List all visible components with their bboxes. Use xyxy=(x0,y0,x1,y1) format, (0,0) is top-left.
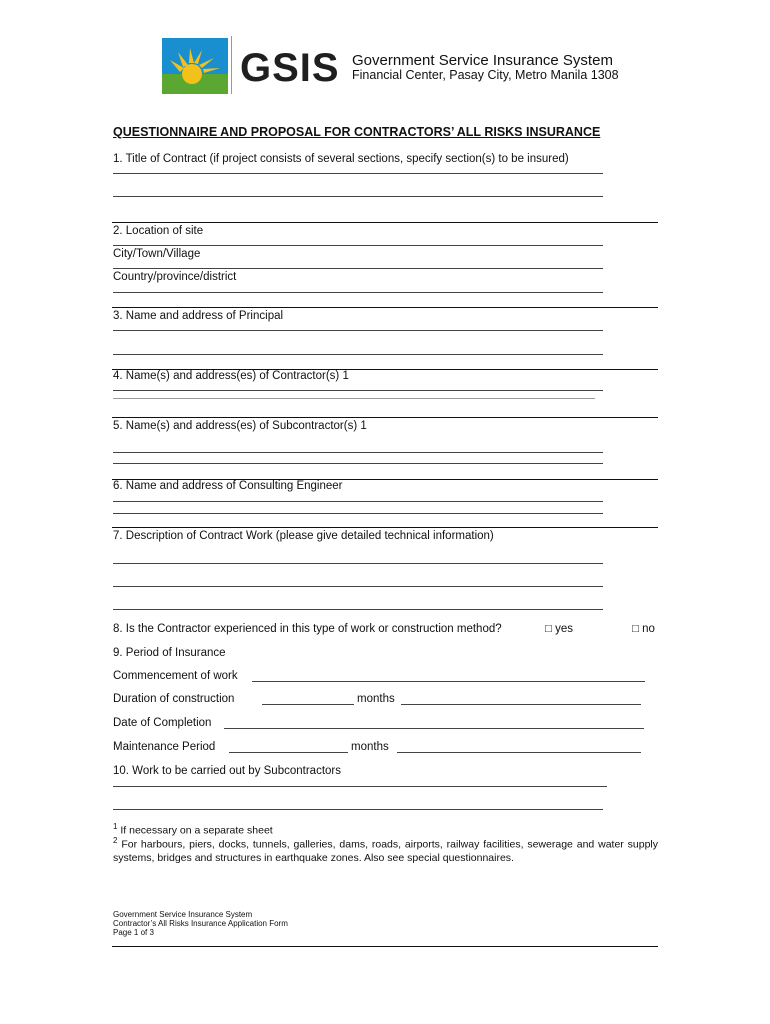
footer-page-number: Page 1 of 3 xyxy=(113,928,154,937)
question-7-label: 7. Description of Contract Work (please give detailed technical information) xyxy=(113,530,494,542)
footnote-1: $^1$ If necessary on a separate sheet xyxy=(113,822,273,837)
completion-label: Date of Completion xyxy=(113,717,212,729)
consulting-engineer-field[interactable] xyxy=(113,501,603,502)
org-name: Government Service Insurance System xyxy=(352,52,613,69)
duration-field[interactable] xyxy=(262,704,354,705)
question-9-label: 9. Period of Insurance xyxy=(113,647,226,659)
question-5-label: 5. Name(s) and address(es) of Subcontractor(s) 1 xyxy=(113,420,367,432)
form-title: QUESTIONNAIRE AND PROPOSAL FOR CONTRACTORS’ ALL RISKS INSURANCE xyxy=(113,125,601,139)
subcontractor-work-field[interactable] xyxy=(113,809,603,810)
question-1-field[interactable] xyxy=(113,196,603,197)
logo-divider xyxy=(231,36,232,94)
completion-field[interactable] xyxy=(224,728,644,729)
footer-divider xyxy=(112,946,658,947)
city-field[interactable] xyxy=(113,268,603,269)
section-divider xyxy=(112,527,658,528)
question-2-label: 2. Location of site xyxy=(113,225,204,237)
maintenance-months-field[interactable] xyxy=(397,752,641,753)
contract-work-field[interactable] xyxy=(113,609,603,610)
subcontractor-work-field[interactable] xyxy=(113,786,607,787)
section-divider xyxy=(112,307,658,308)
maintenance-field[interactable] xyxy=(229,752,348,753)
country-label: Country/province/district xyxy=(113,271,237,283)
question-10-label: 10. Work to be carried out by Subcontractors xyxy=(113,765,341,777)
maintenance-months-label: months xyxy=(351,741,389,753)
yes-checkbox[interactable]: □ yes xyxy=(545,623,574,635)
principal-field[interactable] xyxy=(113,354,603,355)
org-address: Financial Center, Pasay City, Metro Manila 1308 xyxy=(352,68,619,82)
question-6-label: 6. Name and address of Consulting Engineer xyxy=(113,480,343,492)
duration-months-label: months xyxy=(357,693,395,705)
logo-wordmark: GSIS xyxy=(240,46,340,90)
gsis-sun-logo-icon xyxy=(162,38,228,94)
country-field[interactable] xyxy=(113,292,603,293)
principal-field[interactable] xyxy=(113,330,603,331)
contract-work-field[interactable] xyxy=(113,563,603,564)
no-checkbox[interactable]: □ no xyxy=(632,623,655,635)
footer-form-name: Contractor’s All Risks Insurance Application Form xyxy=(113,919,288,928)
question-1-label: 1. Title of Contract (if project consists of several sections, specify section(s) to be insured) xyxy=(113,153,569,165)
section-divider xyxy=(112,417,658,418)
section-divider xyxy=(112,222,658,223)
question-4-label: 4. Name(s) and address(es) of Contractor(s) 1 xyxy=(113,370,349,382)
commencement-label: Commencement of work xyxy=(113,670,238,682)
location-field[interactable] xyxy=(113,245,603,246)
subcontractor-field[interactable] xyxy=(113,463,603,464)
footnote-2: $^2$ For harbours, piers, docks, tunnels, galleries, dams, roads, airports, railway facilities, sewerage and water supply systems, bridges and structures in earthquake zones. Also see special questionnaires. xyxy=(113,836,658,864)
maintenance-label: Maintenance Period xyxy=(113,741,216,753)
footer-org: Government Service Insurance System xyxy=(113,910,253,919)
question-8-label: 8. Is the Contractor experienced in this type of work or construction method? xyxy=(113,623,502,635)
duration-months-field[interactable] xyxy=(401,704,641,705)
question-3-label: 3. Name and address of Principal xyxy=(113,310,284,322)
contract-work-field[interactable] xyxy=(113,586,603,587)
duration-label: Duration of construction xyxy=(113,693,235,705)
subcontractor-field[interactable] xyxy=(113,452,603,453)
question-1-field[interactable] xyxy=(113,173,603,174)
consulting-engineer-field[interactable] xyxy=(113,513,603,514)
contractor-field[interactable] xyxy=(113,390,603,391)
commencement-field[interactable] xyxy=(252,681,645,682)
contractor-field[interactable] xyxy=(113,398,595,399)
city-label: City/Town/Village xyxy=(113,248,201,260)
